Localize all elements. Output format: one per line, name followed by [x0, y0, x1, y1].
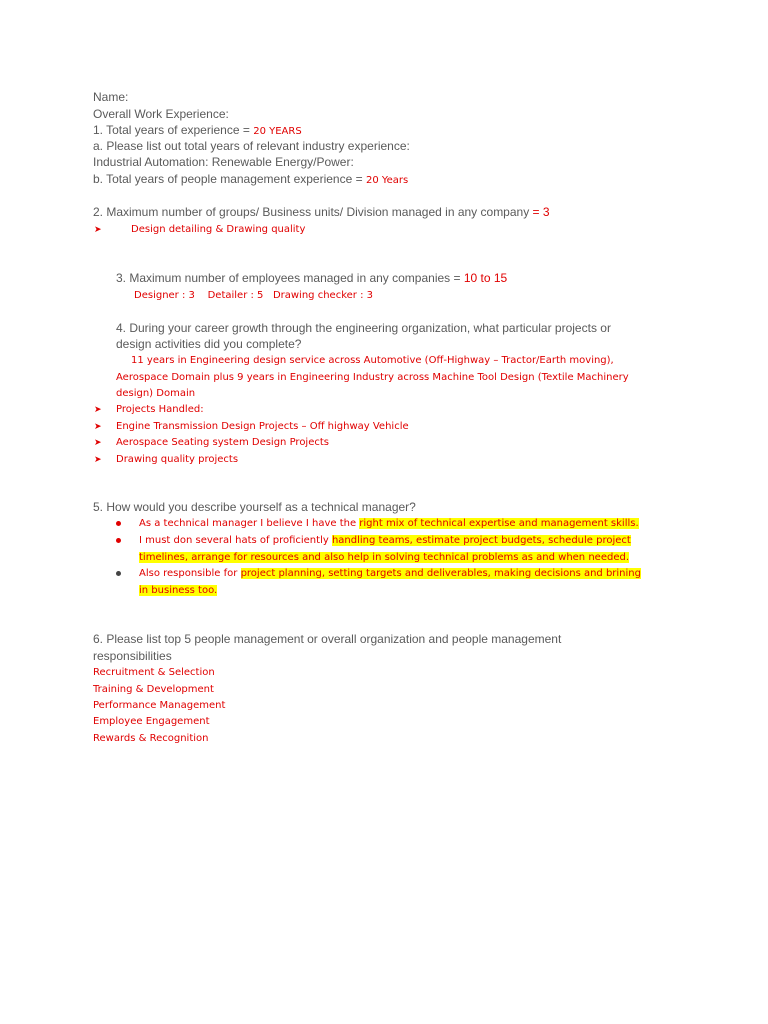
arrow-bullet-icon: ➤ [94, 422, 102, 432]
q4-bullet: Engine Transmission Design Projects – Off highway Vehicle [116, 421, 409, 432]
q1b-answer: 20 Years [365, 175, 409, 186]
arrow-bullet-icon: ➤ [94, 405, 102, 415]
q3-text: 3. Maximum number of employees managed in any companies = [116, 271, 464, 285]
q5-b2-highlight-cont: timelines, arrange for resources and also help in solving technical problems as and when needed. [139, 552, 629, 563]
q5-b1-text: As a technical manager I believe I have the [139, 518, 360, 529]
q1b-management-experience [93, 171, 408, 189]
q4-question-line1: 4. During your career growth through the engineering organization, what particular projects or [116, 321, 611, 335]
q3-answer: 10 to 15 [463, 271, 508, 285]
arrow-bullet-icon: ➤ [94, 455, 102, 465]
q4-answer-line3: design) Domain [116, 388, 196, 399]
q6-item: Rewards & Recognition [93, 733, 209, 744]
dot-bullet-icon [116, 521, 121, 526]
q4-bullet: Projects Handled: [116, 404, 204, 415]
arrow-bullet-icon: ➤ [94, 438, 102, 448]
q5-b3-text: Also responsible for [139, 568, 241, 579]
q5-b2-text: I must don several hats of proficiently [139, 535, 332, 546]
q5-bullet-3-cont [139, 584, 217, 598]
q6-item: Training & Development [93, 684, 214, 695]
q1a-industry-experience: a. Please list out total years of relevant industry experience: [93, 139, 410, 153]
q5-b3-highlight: project planning, setting targets and deliverables, making decisions and brining [240, 568, 641, 579]
q3-breakdown: Designer : 3 Detailer : 5 Drawing checker : 3 [134, 290, 373, 301]
overall-experience-label: Overall Work Experience: [93, 107, 229, 121]
q1b-text: b. Total years of people management experience = [93, 172, 366, 186]
q1-text: 1. Total years of experience = [93, 123, 254, 137]
q3-question [116, 270, 507, 286]
q5-bullet-1 [139, 517, 639, 531]
dot-bullet-icon [116, 538, 121, 543]
q4-bullet: Drawing quality projects [116, 454, 239, 465]
q2-text: 2. Maximum number of groups/ Business units/ Division managed in any company [93, 205, 533, 219]
q6-item: Employee Engagement [93, 716, 210, 727]
q5-bullet-2-cont [139, 551, 629, 565]
q6-question-line1: 6. Please list top 5 people management or overall organization and people management [93, 632, 562, 646]
q5-b1-highlight: right mix of technical expertise and management skills. [359, 518, 639, 529]
q4-answer-line1: 11 years in Engineering design service across Automotive (Off-Highway – Tractor/Earth moving), [131, 355, 614, 366]
q5-bullet-3 [139, 567, 641, 581]
name-label: Name: [93, 90, 129, 104]
q2-bullet: Design detailing & Drawing quality [131, 224, 306, 235]
q2-answer: = 3 [532, 205, 550, 219]
q4-bullet: Aerospace Seating system Design Projects [116, 437, 329, 448]
q2-question [93, 204, 550, 220]
q5-bullet-2 [139, 534, 631, 548]
arrow-bullet-icon: ➤ [94, 225, 102, 235]
dot-bullet-icon [116, 571, 121, 576]
q6-item: Recruitment & Selection [93, 667, 215, 678]
q5-question: 5. How would you describe yourself as a technical manager? [93, 500, 416, 514]
q6-question-line2: responsibilities [93, 649, 172, 663]
q6-item: Performance Management [93, 700, 226, 711]
q5-b3-highlight-cont: in business too. [139, 585, 218, 596]
industries-line: Industrial Automation: Renewable Energy/Power: [93, 155, 354, 169]
q1-answer: 20 YEARS [253, 126, 302, 137]
q4-question-line2: design activities did you complete? [116, 337, 302, 351]
q4-answer-line2: Aerospace Domain plus 9 years in Engineering Industry across Machine Tool Design (Textile Machinery [116, 372, 629, 383]
q5-b2-highlight: handling teams, estimate project budgets, schedule project [331, 535, 631, 546]
